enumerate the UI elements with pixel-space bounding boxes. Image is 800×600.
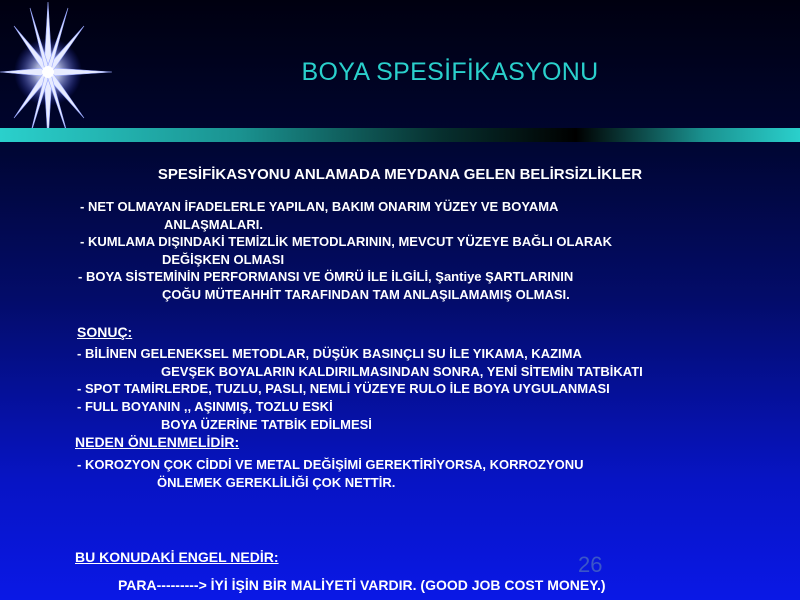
- section-heading: SPESİFİKASYONU ANLAMADA MEYDANA GELEN BELİRSİZLİKLER: [157, 166, 643, 183]
- sonuc-line-1-cont: GEVŞEK BOYALARIN KALDIRILMASINDAN SONRA, YENİ SİTEMİN TATBİKATI: [161, 364, 643, 379]
- bullet-line-1: - NET OLMAYAN İFADELERLE YAPILAN, BAKIM ONARIM YÜZEY VE BOYAMA: [80, 199, 559, 214]
- bullet-line-3-cont: ÇOĞU MÜTEAHHİT TARAFINDAN TAM ANLAŞILAMAMIŞ OLMASI.: [162, 287, 570, 302]
- page-number: 26: [578, 552, 603, 577]
- sonuc-heading: SONUÇ:: [77, 324, 133, 340]
- sonuc-line-3: - FULL BOYANIN ,, AŞINMIŞ, TOZLU ESKİ: [77, 399, 333, 414]
- engel-line-1: PARA---------> İYİ İŞİN BİR MALİYETİ VARDIR. (GOOD JOB COST MONEY.): [118, 577, 606, 593]
- engel-heading: BU KONUDAKİ ENGEL NEDİR:: [75, 549, 279, 565]
- bullet-line-1-cont: ANLAŞMALARI.: [164, 217, 263, 232]
- slide-title: BOYA SPESİFİKASYONU: [301, 58, 599, 86]
- neden-heading: NEDEN ÖNLENMELİDİR:: [75, 434, 240, 450]
- sonuc-line-1: - BİLİNEN GELENEKSEL METODLAR, DÜŞÜK BASINÇLI SU İLE YIKAMA, KAZIMA: [77, 346, 582, 361]
- sonuc-line-3-cont: BOYA ÜZERİNE TATBİK EDİLMESİ: [161, 417, 372, 432]
- bullet-line-3: - BOYA SİSTEMİNİN PERFORMANSI VE ÖMRÜ İLE İLGİLİ, Şantiye ŞARTLARININ: [78, 269, 574, 284]
- neden-line-1-cont: ÖNLEMEK GEREKLİLİĞİ ÇOK NETTİR.: [157, 475, 396, 490]
- title-divider: [0, 128, 800, 142]
- neden-line-1: - KOROZYON ÇOK CİDDİ VE METAL DEĞİŞİMİ GEREKTİRİYORSA, KORROZYONU: [77, 457, 584, 472]
- sonuc-line-2: - SPOT TAMİRLERDE, TUZLU, PASLI, NEMLİ YÜZEYE RULO İLE BOYA UYGULANMASI: [77, 381, 610, 396]
- bullet-line-2-cont: DEĞİŞKEN OLMASI: [162, 252, 285, 267]
- bullet-line-2: - KUMLAMA DIŞINDAKİ TEMİZLİK METODLARININ, MEVCUT YÜZEYE BAĞLI OLARAK: [80, 234, 613, 249]
